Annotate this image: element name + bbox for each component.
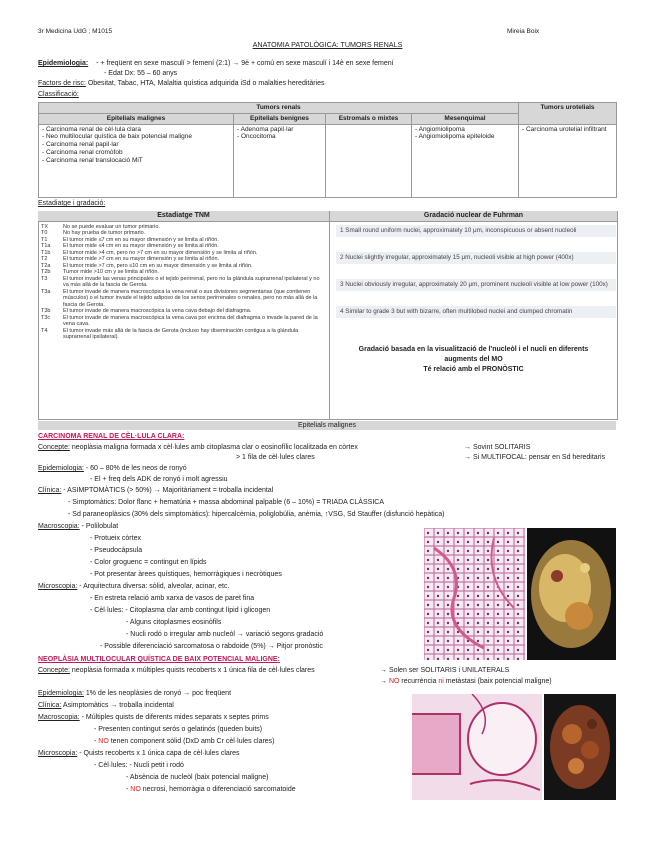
- tnm-row: [41, 276, 326, 289]
- tnm-code: T1b: [41, 249, 51, 256]
- tnm-desc: El tumor invade más allá de la fascia de Gerota (incluso hay diseminación contigua a la glándula suprarrenal ipsilateral).: [63, 327, 299, 341]
- no-text: NO: [98, 738, 109, 745]
- list-item: - Carcinoma renal translocació MiT: [42, 156, 143, 164]
- epi-label: Epidemiologia:: [38, 465, 84, 472]
- micro-label: Microscopia:: [38, 583, 78, 590]
- ccrcc-macro-2: - Protueix còrtex: [90, 535, 141, 542]
- fuhrman-note-3: Té relació amb el PRONÒSTIC: [423, 366, 524, 373]
- header-left: 3r Medicina UdG ; M1015: [38, 28, 113, 35]
- metastasis-text: metàstasi (baix potencial maligne): [443, 678, 552, 685]
- ccrcc-concept: [38, 444, 358, 452]
- concept-label: Concepte:: [38, 667, 70, 674]
- fuhrman-note-1: Gradació basada en la visualització de l'nucleòl i el nucli en diferents: [358, 346, 589, 353]
- ni-text: ni: [438, 678, 444, 685]
- th-mesenquimal: Mesenquimal: [412, 113, 519, 124]
- estromals-cell: [326, 124, 412, 197]
- ccrcc-micro-4: - Alguns citoplasmes eosinòfils: [126, 619, 222, 626]
- th-tumors-renals: Tumors renals: [39, 103, 519, 114]
- ccrcc-macro-4: - Color groguenc = contingut en lípids: [90, 559, 207, 566]
- tnm-row: [41, 328, 326, 341]
- concept-label: Concepte:: [38, 444, 70, 451]
- tnm-code: TX: [41, 224, 49, 230]
- nmq-macro-3: - NO tenen component sòlid (DxD amb Cr cèl·lules clares): [94, 738, 275, 745]
- tnm-code: T3c: [41, 314, 51, 321]
- ccrcc-macro-image: [527, 528, 616, 660]
- staging-label: Estadiatge i gradació:: [38, 200, 106, 207]
- risk-block: [38, 80, 325, 88]
- tnm-desc: El tumor invade de manera macroscópica la vena cava por encima del diafragma o invade la pared de la vena cava.: [63, 314, 318, 328]
- ccrcc-micro-2: - En estreta relació amb xarxa de vasos de paret fina: [90, 595, 255, 602]
- no-text: NO: [388, 678, 400, 685]
- epidemiology-block: [38, 60, 394, 68]
- nmq-macro-image: [544, 694, 616, 800]
- th-tumors-urotelials: Tumors urotelials: [519, 103, 617, 125]
- concept-text: neoplàsia formada x múltiples quists recoberts x 1 única fila de cèl·lules clares: [71, 667, 315, 674]
- tnm-code: T3a: [41, 288, 51, 295]
- nmq-micro-4: - NO necrosi, hemorràgia o diferenciació sarcomatoide: [126, 786, 296, 793]
- mesenquimal-cell: [412, 124, 519, 197]
- macro-text: - Polilobulat: [81, 523, 119, 530]
- ccrcc-concept-b: → Sovint SOLITARIS: [464, 444, 531, 451]
- epi-label: Epidemiologia:: [38, 60, 89, 67]
- list-item: - Carcinoma renal de cèl·lula clara: [42, 125, 141, 133]
- macro-label: Macroscopia:: [38, 523, 80, 530]
- ccrcc-micro-5: - Nucli rodó o irregular amb nucleòl → variació segons gradació: [126, 631, 324, 638]
- nmq-title: NEOPLÀSIA MULTILOCULAR QUÍSTICA DE BAIX POTENCIAL MALIGNE:: [38, 656, 280, 663]
- tnm-desc: No se puede evaluar un tumor primario.: [63, 224, 160, 230]
- section-bar: Epitelials malignes: [38, 421, 616, 430]
- epi-text: 1% de les neoplàsies de ronyó → poc freqüent: [85, 690, 232, 697]
- fuhrman-grade-1: 1 Small round uniform nuclei, approximately 10 μm, inconspicuous or absent nucleoli: [336, 225, 616, 237]
- ccrcc-macro: [38, 523, 118, 531]
- fuhrman-grade-4: 4 Similar to grade 3 but with bizarre, often multilobed nuclei and clumped chromatin: [336, 306, 616, 318]
- th-epitelials-malignes: Epitelials malignes: [39, 113, 234, 124]
- th-epitelials-benignes: Epitelials benignes: [234, 113, 326, 124]
- list-item: - Angiomiolipoma epiteloide: [415, 133, 495, 141]
- epi-label: Epidemiologia:: [38, 690, 84, 697]
- tnm-row: [41, 315, 326, 328]
- list-item: - Angiomiolipoma: [415, 125, 465, 133]
- list-item: - Carcinoma renal cromòfob: [42, 148, 123, 156]
- ccrcc-macro-3: - Pseudocàpsula: [90, 547, 143, 554]
- fuhrman-grade-3: 3 Nuclei obviously irregular, approximately 20 μm, prominent nucleoli visible at low power (100x): [336, 279, 616, 291]
- th-estromals: Estromals o mixtes: [326, 113, 412, 124]
- tnm-desc: El tumor mide >7 cm, pero ≤10 cm en su mayor dimensión y se limita al riñón.: [63, 262, 253, 269]
- ccrcc-title: CARCINOMA RENAL DE CÈL·LULA CLARA:: [38, 433, 185, 440]
- epi-line-1: - + freqüent en sexe masculí > femení (2:1) → 9è + comú en sexe masculí i 14è en sexe femení: [96, 60, 394, 67]
- nmq-histology-image: [412, 694, 542, 800]
- class-label: Classificació:: [38, 91, 79, 98]
- macro-3-text: tenen component sòlid (DxD amb Cr cèl·lules clares): [108, 738, 275, 745]
- ccrcc-macro-5: - Pot presentar àrees quístiques, hemorràgiques i necròtiques: [90, 571, 282, 578]
- nmq-clin: [38, 702, 174, 710]
- ccrcc-histology-image: [424, 528, 525, 660]
- tnm-desc: El tumor mide ≤4 cm en su mayor dimensión y se limita al riñón.: [63, 243, 219, 250]
- fuhrman-grade-2: 2 Nuclei slightly irregular, approximately 15 μm, nucleoli visible at high power (400x): [336, 252, 616, 264]
- tnm-code: T4: [41, 327, 48, 334]
- clin-text: Asimptomàtics → troballa incidental: [62, 702, 174, 709]
- tnm-code: T2b: [41, 269, 51, 276]
- ccrcc-micro: [38, 583, 229, 591]
- tnm-desc: Tumor mide >10 cm y se limita al riñón.: [63, 269, 159, 276]
- ccrcc-concept-d: → Si MULTIFOCAL: pensar en Sd hereditaris: [464, 454, 606, 461]
- ccrcc-epi-2: - El + freq dels ADK de ronyó i molt agressiu: [90, 476, 228, 483]
- urotelials-cell: [519, 124, 617, 197]
- classification-table: [38, 102, 617, 198]
- list-item: - Carcinoma renal papil·lar: [42, 141, 119, 149]
- nmq-concept: [38, 667, 315, 675]
- tnm-code: T2a: [41, 262, 51, 269]
- micro-text: - Arquitectura diversa: sòlid, alveolar, acinar, etc.: [79, 583, 230, 590]
- nmq-macro: [38, 714, 269, 722]
- nmq-macro-2: - Presenten contingut serós o gelatinós (queden buits): [94, 726, 263, 733]
- nmq-concept-c: [380, 678, 552, 686]
- risk-text: Obesitat, Tabac, HTA, Malaltia quística adquirida iSd o malalties hereditàries: [87, 80, 325, 87]
- fuhrman-title: Gradació nuclear de Fuhrman: [330, 211, 617, 222]
- tnm-title: Estadiatge TNM: [38, 211, 329, 222]
- ccrcc-concept-c: > 1 fila de cèl·lules clares: [236, 454, 315, 461]
- micro-4-text: necrosi, hemorràgia o diferenciació sarcomatoide: [140, 786, 296, 793]
- tnm-code: T1a: [41, 243, 51, 250]
- tnm-code: T2: [41, 256, 48, 263]
- tnm-desc: El tumor mide >4 cm, pero no >7 cm en su mayor dimensión y se limita al riñón.: [63, 249, 258, 256]
- concept-text: neoplàsia maligna formada x cèl·lules amb citoplasma clar o eosinofílic localitzada en còrtex: [71, 444, 358, 451]
- epi-text: - 60 – 80% de les neos de ronyó: [85, 465, 187, 472]
- nmq-concept-b: → Solen ser SOLITARIS i UNILATERALS: [380, 667, 510, 674]
- micro-label: Microscopia:: [38, 750, 78, 757]
- tnm-row: [41, 289, 326, 308]
- nmq-epi: [38, 690, 231, 698]
- epi-line-2: - Edat Dx: 55 – 60 anys: [104, 70, 178, 77]
- macro-label: Macroscopia:: [38, 714, 80, 721]
- clin-label: Clínica:: [38, 487, 62, 494]
- ccrcc-micro-3: - Cèl·lules: - Citoplasma clar amb contingut lípid i glicogen: [90, 607, 271, 614]
- header-right: Mireia Boix: [507, 28, 540, 35]
- list-item: - Neo multilocular quística de baix potencial maligne: [42, 133, 192, 141]
- ccrcc-clin-3: - Sd paraneoplàsics (30% dels simptomàtics): hipercalcèmia, poliglobúlia, anèmia, ↑VSG, Sd Stauffer (disfunció hepàtica): [68, 511, 445, 518]
- arrow-text: →: [380, 678, 389, 685]
- tnm-code: T0: [41, 230, 48, 237]
- page-title: ANATOMIA PATOLÒGICA: TUMORS RENALS: [252, 40, 403, 49]
- tnm-desc: El tumor invade las venas principales o el tejido perirrenal, pero no la glándula suprarrenal ipsilateral y no va más allá de la fascia de Gerota.: [63, 275, 320, 289]
- clin-label: Clínica:: [38, 702, 62, 709]
- nmq-micro-2: - Cèl·lules: - Nucli petit i rodó: [94, 762, 184, 769]
- tnm-desc: El tumor mide >7 cm en su mayor dimensión y se limita al riñón.: [63, 256, 220, 263]
- tnm-desc: No hay prueba de tumor primario.: [63, 230, 146, 237]
- clin-text: - ASIMPTOMÀTICS (> 50%) → Majoritàriament = troballa incidental: [63, 487, 274, 494]
- nmq-micro-3: - Absència de nucleòl (baix potencial maligne): [126, 774, 269, 781]
- ccrcc-clin-2: - Simptomàtics: Dolor flanc + hematúria + massa abdominal palpable (6 – 10%) = TRIADA CLÀSSICA: [68, 499, 384, 506]
- benignes-cell: [234, 124, 326, 197]
- ccrcc-micro-6: - Possible diferenciació sarcomatosa o rabdoide (5%) → Pitjor pronòstic: [100, 643, 323, 650]
- malignes-cell: [39, 124, 234, 197]
- tnm-desc: El tumor invade de manera macroscópica la vena renal o sus divisiones segmentarias (que contienen músculos) o el tumor invade el tejido adiposo de los senos perirrenales o renales, pero no más allá de la fascia de Gerota.: [63, 288, 318, 308]
- ccrcc-epi: [38, 465, 187, 473]
- tnm-list: [41, 224, 326, 341]
- micro-text: - Quists recoberts x 1 única capa de cèl·lules clares: [79, 750, 240, 757]
- tnm-code: T1: [41, 236, 48, 243]
- nmq-micro: [38, 750, 240, 758]
- no-text: NO: [130, 786, 141, 793]
- macro-text: - Múltiples quists de diferents mides separats x septes prims: [81, 714, 269, 721]
- fuhrman-note-2: augments del MO: [444, 356, 503, 363]
- list-item: - Oncocitoma: [237, 133, 276, 141]
- list-item: - Carcinoma urotelial infiltrant: [522, 125, 607, 133]
- ccrcc-clin: [38, 487, 273, 495]
- risk-label: Factors de risc:: [38, 80, 86, 87]
- recurrence-text: recurrència: [399, 678, 439, 685]
- tnm-desc: El tumor invade de manera macroscópica la vena cava debajo del diafragma.: [63, 308, 252, 315]
- list-item: - Adenoma papil·lar: [237, 125, 294, 133]
- tnm-code: T3: [41, 275, 48, 282]
- divider: [329, 211, 330, 419]
- tnm-code: T3b: [41, 308, 51, 315]
- tnm-desc: El tumor mide ≤7 cm en su mayor dimensión y se limita al riñón.: [63, 236, 219, 243]
